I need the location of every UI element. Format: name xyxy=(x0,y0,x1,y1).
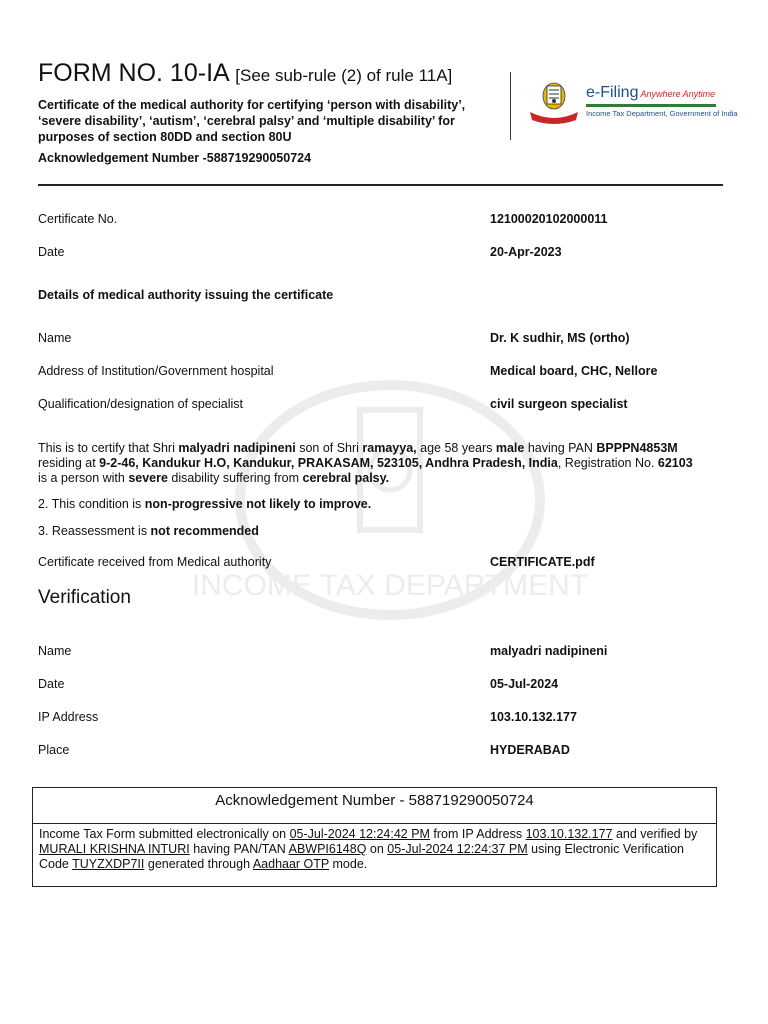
efiling-title xyxy=(586,84,715,102)
father-name: ramayya, xyxy=(362,441,417,455)
certify-text: residing at xyxy=(38,456,100,470)
cert-date-value: 20-Apr-2023 xyxy=(490,245,562,259)
verifier-pan: ABWPI6148Q xyxy=(288,842,367,856)
certify-text: son of Shri xyxy=(295,441,363,455)
authority-name-label: Name xyxy=(38,331,72,345)
efiling-logo xyxy=(528,80,738,124)
condition: cerebral palsy. xyxy=(302,471,390,485)
registration-number: 62103 xyxy=(657,456,693,470)
authority-qualification-value: civil surgeon specialist xyxy=(490,397,628,411)
ack-text: on xyxy=(366,842,388,856)
verifier-name: MURALI KRISHNA INTURI xyxy=(39,842,190,856)
verif-date-value: 05-Jul-2024 xyxy=(490,677,559,691)
verif-name-label: Name xyxy=(38,644,72,658)
form-description: Certificate of the medical authority for certifying ‘person with disability’, ‘severe disability’, ‘autism’, ‘cerebral palsy’ and ‘multiple disability’ for purposes of section 80DD and section 80U xyxy=(38,98,466,144)
ack-box-body xyxy=(33,824,716,875)
verif-name-value: malyadri nadipineni xyxy=(490,644,608,658)
reassessment-label: 3. Reassessment is xyxy=(38,524,151,538)
ashoka-emblem-icon xyxy=(528,80,580,124)
certify-text: disability suffering from xyxy=(167,471,303,485)
verif-date-label: Date xyxy=(38,677,65,691)
submit-time: 05-Jul-2024 12:24:42 PM xyxy=(289,827,430,841)
condition-status-line xyxy=(38,497,371,511)
person-name: malyadri nadipineni xyxy=(178,441,296,455)
ack-text: and verified by xyxy=(612,827,698,841)
severity: severe xyxy=(128,471,168,485)
condition-status-value: non-progressive not likely to improve. xyxy=(144,497,372,511)
ack-text: having PAN/TAN xyxy=(189,842,289,856)
verif-place-label: Place xyxy=(38,743,70,757)
verification-method: Aadhaar OTP xyxy=(252,857,330,871)
authority-qualification-label: Qualification/designation of specialist xyxy=(38,397,243,411)
gender: male xyxy=(495,441,525,455)
certify-text: , Registration No. xyxy=(557,456,658,470)
efiling-tagline: Anywhere Anytime xyxy=(640,89,716,99)
verification-title: Verification xyxy=(38,587,131,608)
verif-ip-label: IP Address xyxy=(38,710,99,724)
efiling-text: e-Filing xyxy=(586,84,639,101)
evc-code: TUYZXDP7II xyxy=(72,857,145,871)
ack-text: generated through xyxy=(144,857,253,871)
reassessment-line xyxy=(38,524,259,538)
authority-name-value: Dr. K sudhir, MS (ortho) xyxy=(490,331,630,345)
authority-address-value: Medical board, CHC, Nellore xyxy=(490,364,658,378)
efiling-subtitle: Income Tax Department, Government of India xyxy=(586,109,738,118)
condition-status-label: 2. This condition is xyxy=(38,497,145,511)
verify-time: 05-Jul-2024 12:24:37 PM xyxy=(387,842,528,856)
form-subrule: [See sub-rule (2) of rule 11A] xyxy=(235,66,453,85)
verif-ip-value: 103.10.132.177 xyxy=(490,710,577,724)
pan-number: BPPPN4853M xyxy=(596,441,678,455)
authority-address-label: Address of Institution/Government hospital xyxy=(38,364,274,378)
cert-no-value: 12100020102000011 xyxy=(490,212,608,226)
certify-text: having PAN xyxy=(524,441,597,455)
certify-text: age 58 years xyxy=(416,441,496,455)
cert-no-label: Certificate No. xyxy=(38,212,118,226)
certify-text: is a person with xyxy=(38,471,129,485)
ack-text: Income Tax Form submitted electronically on xyxy=(39,827,290,841)
received-file[interactable]: CERTIFICATE.pdf xyxy=(490,555,595,569)
ack-text: mode. xyxy=(329,857,368,871)
ack-text: using Electronic Verification Code xyxy=(39,842,685,871)
certify-text: This is to certify that Shri xyxy=(38,441,179,455)
authority-heading: Details of medical authority issuing the certificate xyxy=(38,288,334,302)
header-rule xyxy=(38,184,723,186)
ack-box-heading: Acknowledgement Number - 588719290050724 xyxy=(33,788,716,824)
efiling-underline xyxy=(586,104,716,107)
header-divider xyxy=(510,72,511,140)
form-title xyxy=(38,58,498,91)
form-header xyxy=(38,58,498,165)
verif-place-value: HYDERABAD xyxy=(490,743,570,757)
residence-address: 9-2-46, Kandukur H.O, Kandukur, PRAKASAM, 523105, Andhra Pradesh, India xyxy=(99,456,558,470)
reassessment-value: not recommended xyxy=(150,524,259,538)
acknowledgement-box xyxy=(32,787,717,887)
header-ack-number: Acknowledgement Number -588719290050724 xyxy=(38,151,312,165)
cert-date-label: Date xyxy=(38,245,65,259)
ack-text: from IP Address xyxy=(429,827,526,841)
received-label: Certificate received from Medical authority xyxy=(38,555,272,569)
watermark-text: INCOME TAX DEPARTMENT xyxy=(191,569,589,602)
submit-ip: 103.10.132.177 xyxy=(525,827,613,841)
certify-paragraph xyxy=(38,441,728,486)
form-number: FORM NO. 10-IA xyxy=(38,59,229,87)
